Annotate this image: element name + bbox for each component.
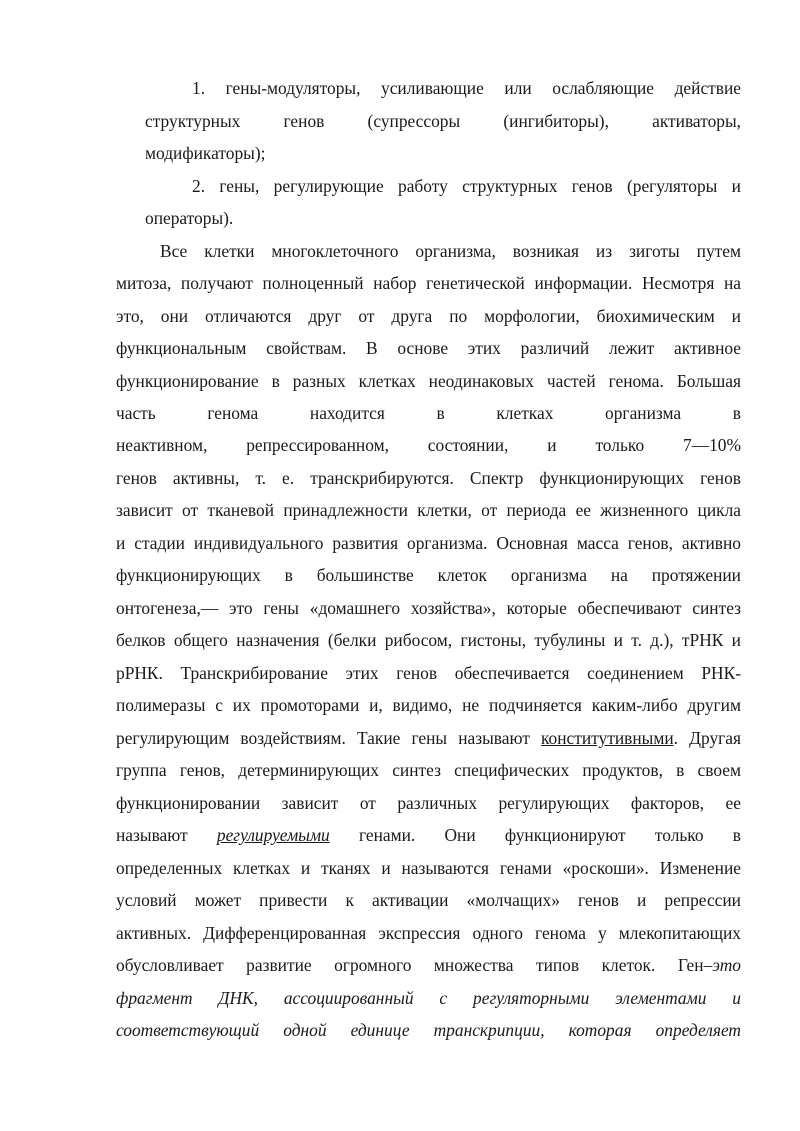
paragraph-line: белков общего назначения (белки рибосом, гистоны, тубулины и т. д.), тРНК и (116, 630, 741, 650)
paragraph-line: часть генома находится в клетках организма в (116, 403, 741, 423)
list-item-2-line-2: операторы). (145, 208, 234, 228)
line-text: регулирующим воздействиям. Такие гены называют (116, 728, 541, 748)
term-regulated: регулируемыми (216, 825, 330, 845)
paragraph-line: митоза, получают полноценный набор генетической информации. Несмотря на (116, 273, 741, 293)
paragraph-line: активных. Дифференцированная экспрессия одного генома у млекопитающих (116, 923, 741, 943)
paragraph-line-italic: соответствующий одной единице транскрипции, которая определяет (116, 1020, 741, 1040)
paragraph-line (116, 823, 741, 847)
list-item-1-line-2: структурных генов (супрессоры (ингибиторы), активаторы, (145, 111, 741, 131)
paragraph-line: рРНК. Транскрибирование этих генов обеспечивается соединением РНК- (116, 663, 741, 683)
line-text: называют (116, 825, 217, 845)
paragraph-line (116, 726, 741, 750)
paragraph-line: функциональным свойствам. В основе этих различий лежит активное (116, 338, 741, 358)
paragraph-line: группа генов, детерминирующих синтез специфических продуктов, в своем (116, 760, 741, 780)
paragraph-line: условий может привести к активации «молчащих» генов и репрессии (116, 890, 741, 910)
paragraph-line: генов активны, т. е. транскрибируются. Спектр функционирующих генов (116, 468, 741, 488)
paragraph-line: онтогенеза,— это гены «домашнего хозяйства», которые обеспечивают синтез (116, 598, 741, 618)
paragraph-line: это, они отличаются друг от друга по морфологии, биохимическим и (116, 306, 741, 326)
paragraph-line: полимеразы с их промоторами и, видимо, не подчиняется каким-либо другим (116, 695, 741, 715)
paragraph-line: неактивном, репрессированном, состоянии, и только 7—10% (116, 435, 741, 455)
paragraph-line (116, 953, 741, 977)
list-item-1-line-1: 1. гены-модуляторы, усиливающие или ослабляющие действие (192, 78, 741, 98)
paragraph-line: и стадии индивидуального развития организма. Основная масса генов, активно (116, 533, 741, 553)
term-constitutive: конститутивными (540, 728, 674, 748)
line-text: обусловливает развитие огромного множества типов клеток. Ген– (116, 955, 713, 975)
paragraph-line: функционирующих в большинстве клеток организма на протяжении (116, 565, 741, 585)
line-text: . Другая (673, 728, 741, 748)
paragraph-line: Все клетки многоклеточного организма, возникая из зиготы путем (160, 241, 741, 261)
paragraph-line: функционирование в разных клетках неодинаковых частей генома. Большая (116, 371, 741, 391)
line-text: генами. Они функционируют только в (329, 825, 741, 845)
list-item-1-line-3: модификаторы); (145, 143, 266, 163)
paragraph-line: зависит от тканевой принадлежности клетки, от периода ее жизненного цикла (116, 500, 741, 520)
list-item-2-line-1: 2. гены, регулирующие работу структурных генов (регуляторы и (192, 176, 741, 196)
paragraph-line-italic: фрагмент ДНК, ассоциированный с регуляторными элементами и (116, 988, 741, 1008)
paragraph-line: определенных клетках и тканях и называются генами «роскоши». Изменение (116, 858, 741, 878)
definition-start: это (712, 955, 741, 975)
paragraph-line: функционировании зависит от различных регулирующих факторов, ее (116, 793, 741, 813)
